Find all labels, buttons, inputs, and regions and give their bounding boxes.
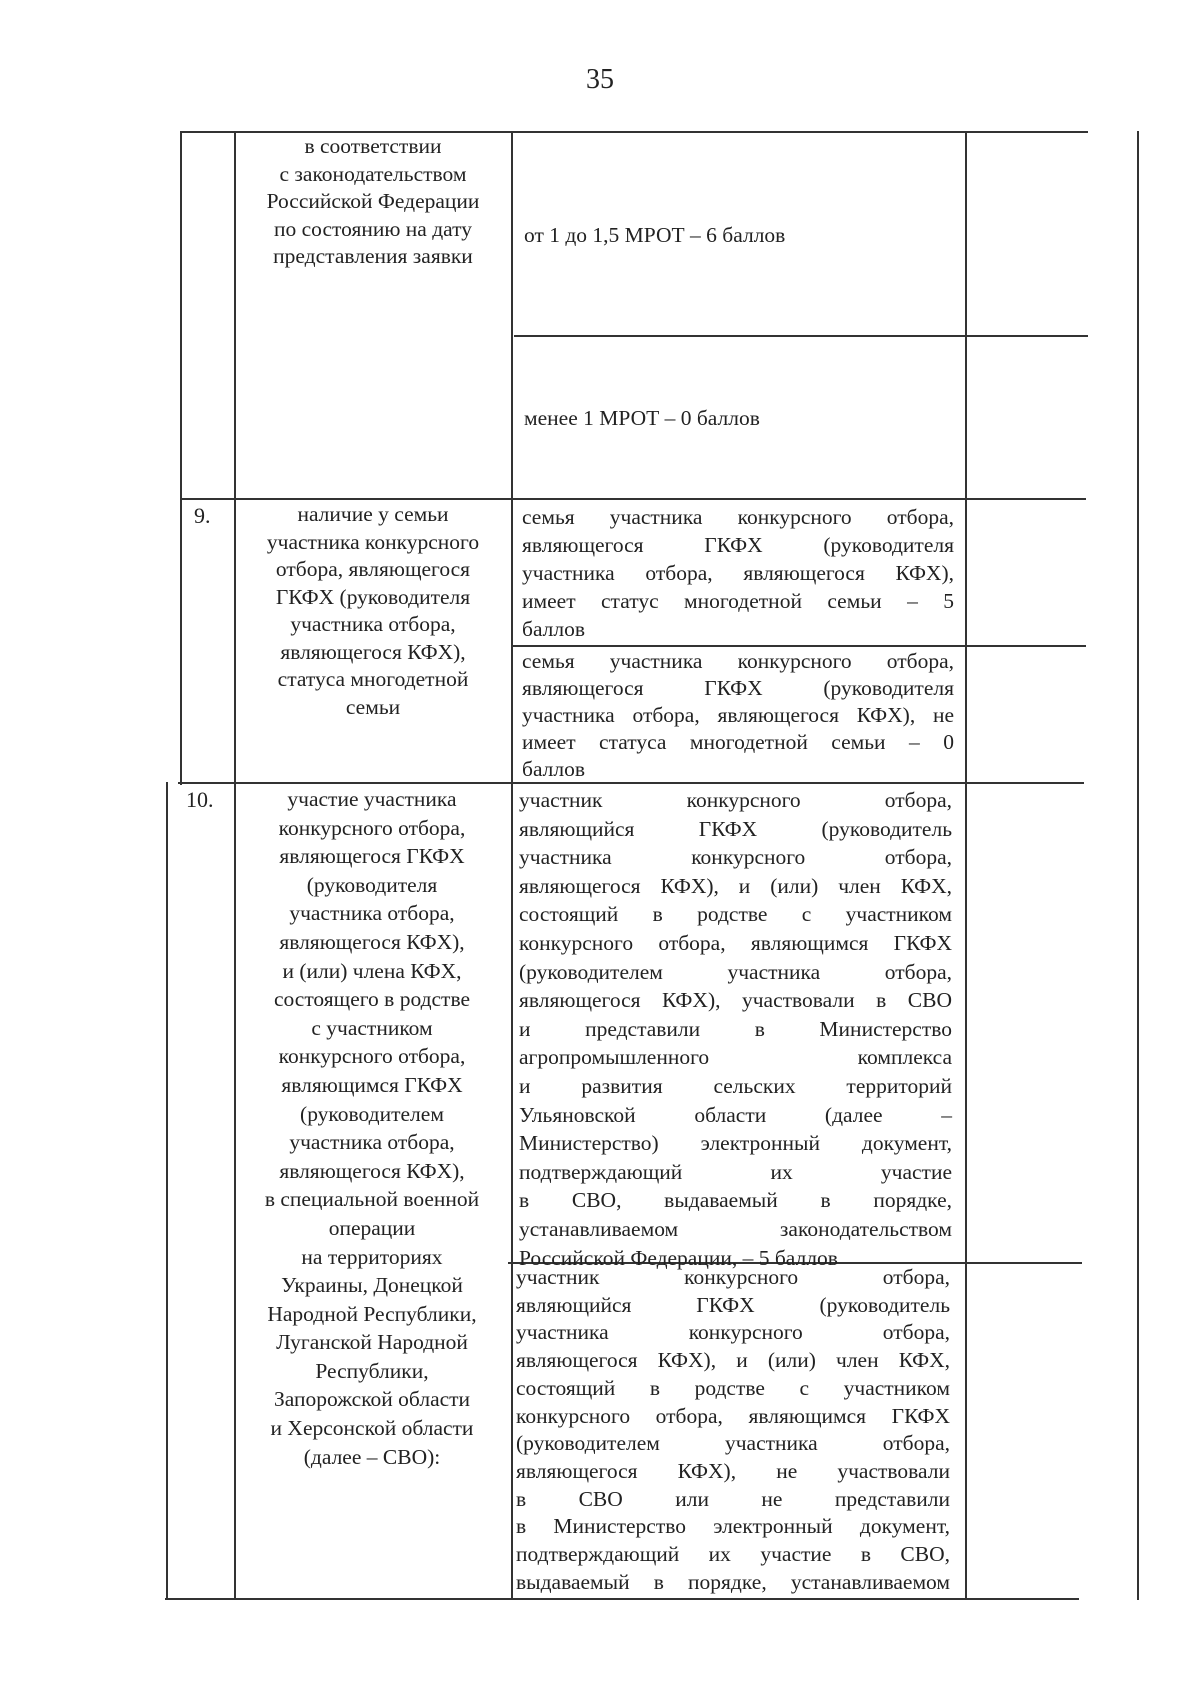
text-line: на территориях bbox=[301, 1244, 443, 1269]
text-line: Российской Федерации, – 5 баллов bbox=[519, 1245, 838, 1270]
text-line: имеет статуса многодетной семьи – 0 bbox=[522, 730, 954, 754]
text-line: конкурсного отбора, bbox=[278, 1044, 466, 1069]
text-line: участник конкурсного отбора, bbox=[519, 788, 952, 812]
text-line: ГКФХ (руководителя bbox=[275, 584, 471, 609]
text-line: являющегося КФХ), и (или) член КФХ, bbox=[519, 873, 952, 898]
text-line: являющегося КФХ), bbox=[279, 929, 465, 954]
text-line: являющегося КФХ), и (или) член КФХ, bbox=[516, 1348, 950, 1373]
text-line: конкурсного отбора, являющимся ГКФХ bbox=[519, 930, 952, 955]
text-line: подтверждающий их участие в СВО, bbox=[516, 1542, 950, 1567]
text-line: конкурсного отбора, bbox=[278, 815, 466, 840]
text-line: (далее – СВО): bbox=[303, 1444, 441, 1469]
text-line: по состоянию на дату bbox=[273, 216, 472, 241]
option-cell bbox=[522, 648, 954, 783]
option-cell bbox=[522, 503, 954, 643]
text-line: являющегося КФХ), bbox=[279, 1158, 465, 1183]
text-line: состоящий в родстве с участником bbox=[519, 902, 952, 927]
text-line: с участником bbox=[311, 1015, 433, 1040]
text-line: баллов bbox=[522, 617, 586, 641]
page-number: 35 bbox=[586, 64, 614, 95]
text-line: с законодательством bbox=[279, 161, 467, 186]
text-line: (руководителя bbox=[306, 872, 438, 897]
text-line: баллов bbox=[522, 757, 586, 781]
text-line: участник конкурсного отбора, bbox=[516, 1265, 950, 1289]
text-line: подтверждающий их участие bbox=[519, 1159, 952, 1184]
table-right-border bbox=[1137, 131, 1139, 1600]
text-line: семья участника конкурсного отбора, bbox=[522, 505, 954, 529]
text-line: (руководителем участника отбора, bbox=[519, 959, 952, 984]
option-cell bbox=[524, 222, 958, 250]
criterion-cell bbox=[236, 785, 508, 1471]
text-line: являющимся ГКФХ bbox=[281, 1072, 463, 1097]
text-line: менее 1 МРОТ – 0 баллов bbox=[524, 406, 760, 430]
text-line: наличие у семьи bbox=[297, 502, 449, 526]
text-line: участника отбора, являющегося КФХ), bbox=[522, 561, 954, 585]
text-line: агропромышленного комплекса bbox=[519, 1045, 952, 1070]
text-line: являющийся ГКФХ (руководитель bbox=[516, 1292, 950, 1317]
text-line: участника отбора, являющегося КФХ), не bbox=[522, 703, 954, 727]
criterion-cell bbox=[238, 133, 508, 271]
text-line: от 1 до 1,5 МРОТ – 6 баллов bbox=[524, 223, 786, 247]
text-line: состоящий в родстве с участником bbox=[516, 1375, 950, 1400]
criterion-cell bbox=[238, 501, 508, 721]
text-line: Запорожской области bbox=[273, 1387, 471, 1412]
text-line: являющегося КФХ), bbox=[280, 639, 466, 664]
text-line: устанавливаемом законодательством bbox=[519, 1216, 952, 1241]
row-number: 9. bbox=[194, 503, 211, 528]
option-cell bbox=[519, 786, 952, 1272]
column-divider bbox=[965, 131, 967, 1600]
text-line: представления заявки bbox=[273, 244, 473, 268]
text-line: конкурсного отбора, являющимся ГКФХ bbox=[516, 1403, 950, 1428]
text-line: участника конкурсного bbox=[266, 529, 480, 554]
text-line: отбора, являющегося bbox=[275, 557, 471, 581]
text-line: и Херсонской области bbox=[270, 1416, 474, 1441]
column-divider bbox=[511, 131, 513, 1600]
text-line: являющегося КФХ), участвовали в СВО bbox=[519, 988, 952, 1013]
text-line: и развития сельских территорий bbox=[519, 1073, 952, 1098]
text-line: являющегося ГКФХ (руководителя bbox=[522, 676, 954, 700]
text-line: участника отбора, bbox=[290, 612, 456, 636]
text-line: Министерство) электронный документ, bbox=[519, 1131, 952, 1156]
text-line: участника конкурсного отбора, bbox=[519, 845, 952, 870]
text-line: операции bbox=[328, 1215, 416, 1240]
text-line: Луганской Народной bbox=[276, 1330, 468, 1355]
row-number: 10. bbox=[186, 787, 214, 812]
text-line: Народной Республики, bbox=[267, 1301, 477, 1326]
text-line: в СВО или не представили bbox=[516, 1486, 950, 1511]
text-line: являющегося ГКФХ bbox=[279, 844, 465, 869]
text-line: участника отбора, bbox=[289, 1130, 455, 1155]
table-left-border bbox=[166, 782, 168, 1600]
text-line: состоящего в родстве bbox=[273, 987, 471, 1012]
text-line: семья участника конкурсного отбора, bbox=[522, 649, 954, 673]
text-line: в специальной военной bbox=[264, 1187, 480, 1212]
text-line: участие участника bbox=[287, 787, 457, 811]
text-line: являющегося ГКФХ (руководителя bbox=[522, 533, 954, 557]
text-line: участника отбора, bbox=[289, 901, 455, 926]
text-line: выдаваемый в порядке, устанавливаемом bbox=[516, 1569, 950, 1594]
text-line: (руководителем bbox=[300, 1101, 444, 1126]
row-divider bbox=[180, 498, 1086, 500]
option-cell bbox=[516, 1264, 950, 1596]
text-line: и представили в Министерство bbox=[519, 1016, 952, 1041]
row-divider bbox=[512, 645, 1086, 647]
table-left-border bbox=[180, 131, 182, 785]
text-line: Ульяновской области (далее – bbox=[519, 1102, 952, 1127]
text-line: имеет статус многодетной семьи – 5 bbox=[522, 589, 954, 613]
text-line: являющегося КФХ), не участвовали bbox=[516, 1458, 950, 1483]
text-line: Российской Федерации bbox=[266, 189, 480, 213]
text-line: и (или) члена КФХ, bbox=[282, 958, 462, 983]
text-line: в Министерство электронный документ, bbox=[516, 1514, 950, 1539]
text-line: (руководителем участника отбора, bbox=[516, 1431, 950, 1456]
table-bottom-border bbox=[165, 1598, 1079, 1600]
text-line: в соответствии bbox=[304, 134, 442, 158]
text-line: Республики, bbox=[315, 1358, 429, 1383]
text-line: являющийся ГКФХ (руководитель bbox=[519, 816, 952, 841]
text-line: Украины, Донецкой bbox=[281, 1273, 463, 1298]
row-divider bbox=[514, 335, 1088, 337]
text-line: статуса многодетной bbox=[277, 667, 469, 691]
text-line: участника конкурсного отбора, bbox=[516, 1320, 950, 1345]
text-line: в СВО, выдаваемый в порядке, bbox=[519, 1188, 952, 1213]
option-cell bbox=[524, 405, 958, 433]
text-line: семьи bbox=[345, 694, 401, 719]
